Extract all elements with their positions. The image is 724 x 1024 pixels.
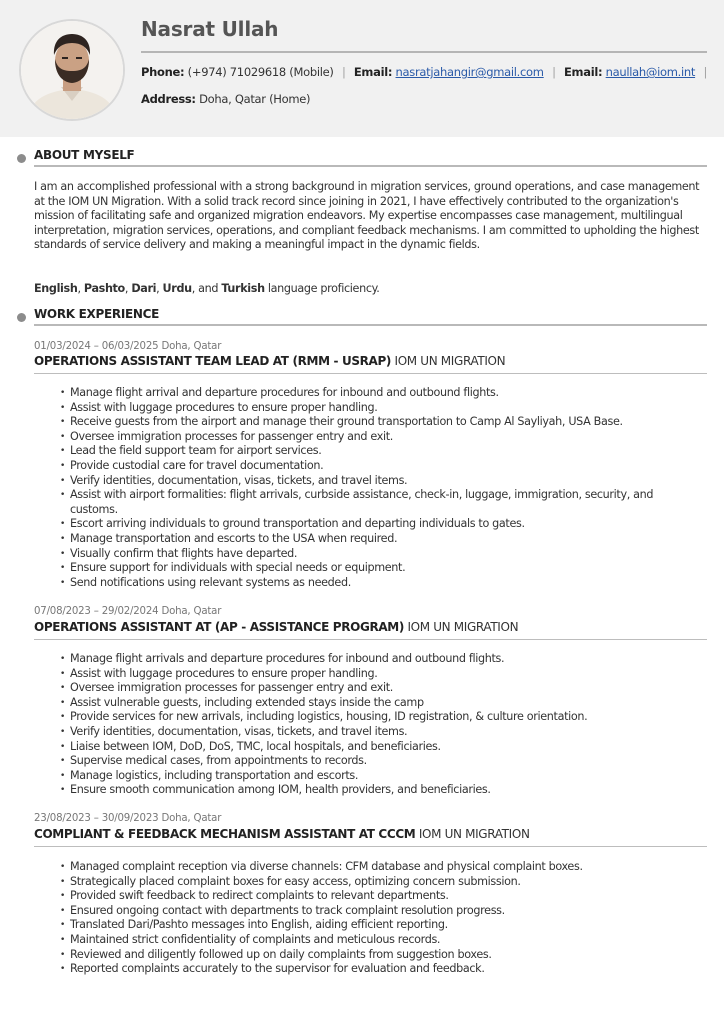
list-item: • Supervise medical cases, from appointments to records. <box>60 754 700 769</box>
list-item: • Manage flight arrivals and departure procedures for inbound and outbound flights. <box>60 652 700 667</box>
language-item: Urdu <box>162 282 192 295</box>
section-title-about: ABOUT MYSELF <box>34 148 135 162</box>
list-separator: , <box>156 282 163 295</box>
list-item: • Assist vulnerable guests, including extended stays inside the camp <box>60 696 700 711</box>
list-separator: , <box>77 282 84 295</box>
address-line <box>141 92 310 106</box>
section-title-work: WORK EXPERIENCE <box>34 307 160 321</box>
job-divider <box>34 639 707 640</box>
contact-line <box>141 65 712 79</box>
list-item: • Assist with luggage procedures to ensure proper handling. <box>60 667 700 682</box>
list-item: • Send notifications using relevant systems as needed. <box>60 576 700 591</box>
language-item: English <box>34 282 78 295</box>
list-separator: , and <box>191 282 222 295</box>
job-duties-list <box>60 652 700 798</box>
email-link-gmail[interactable]: nasratjahangir@gmail.com <box>395 65 544 79</box>
list-item: • Liaise between IOM, DoD, DoS, TMC, local hospitals, and beneficiaries. <box>60 740 700 755</box>
address-value: Doha, Qatar (Home) <box>199 92 311 106</box>
list-item: • Managed complaint reception via diverse channels: CFM database and physical complaint boxes. <box>60 860 700 875</box>
about-paragraph: I am an accomplished professional with a strong background in migration services, ground operations, and case management at the IOM UN Migration. With a solid track record since joining in 2021, I have effectively contributed to the organization's mission of facilitating safe and organized migration endeavors. My expertise encompasses case management, multilingual interpretation, migration services, operations, and compliant feedback mechanisms. I am committed to upholding the highest standards of service delivery and making a meaningful impact in the dynamic fields. <box>34 180 700 252</box>
job-divider <box>34 846 707 847</box>
list-item: • Translated Dari/Pashto messages into English, aiding efficient reporting. <box>60 918 700 933</box>
section-bullet-icon <box>17 154 26 163</box>
section-divider <box>34 165 707 167</box>
job-title <box>34 354 505 368</box>
language-proficiency <box>34 282 706 297</box>
job-position: OPERATIONS ASSISTANT TEAM LEAD AT (RMM - USRAP) <box>34 354 392 368</box>
email-label: Email: <box>353 65 393 79</box>
list-item: • Verify identities, documentation, visas, tickets, and travel items. <box>60 725 700 740</box>
job-title <box>34 827 530 841</box>
list-item: • Reported complaints accurately to the supervisor for evaluation and feedback. <box>60 962 700 977</box>
language-item: Pashto <box>83 282 125 295</box>
list-item: • Verify identities, documentation, visas, tickets, and travel items. <box>60 474 700 489</box>
list-separator: , <box>124 282 132 295</box>
job-divider <box>34 373 707 374</box>
list-item: • Lead the field support team for airport services. <box>60 444 700 459</box>
list-item: • Reviewed and diligently followed up on daily complaints from suggestion boxes. <box>60 948 700 963</box>
candidate-name: Nasrat Ullah <box>141 17 279 41</box>
separator: | <box>341 65 346 79</box>
list-item: • Manage flight arrival and departure procedures for inbound and outbound flights. <box>60 386 700 401</box>
language-item: Turkish <box>221 282 265 295</box>
list-item: • Oversee immigration processes for passenger entry and exit. <box>60 430 700 445</box>
list-item: • Receive guests from the airport and manage their ground transportation to Camp Al Sayliyah, USA Base. <box>60 415 700 430</box>
section-bullet-icon <box>17 313 26 322</box>
list-item: • Manage logistics, including transportation and escorts. <box>60 769 700 784</box>
phone-label: Phone: <box>141 65 185 79</box>
job-duties-list <box>60 860 700 977</box>
list-item: • Provided swift feedback to redirect complaints to relevant departments. <box>60 889 700 904</box>
job-organization: IOM UN MIGRATION <box>415 827 530 841</box>
job-organization: IOM UN MIGRATION <box>404 620 519 634</box>
language-item: Dari <box>131 282 157 295</box>
job-date: 01/03/2024 – 06/03/2025 Doha, Qatar <box>34 341 222 352</box>
job-date: 07/08/2023 – 29/02/2024 Doha, Qatar <box>34 606 222 617</box>
separator: | <box>552 65 556 79</box>
list-item: • Strategically placed complaint boxes for easy access, optimizing concern submission. <box>60 875 700 890</box>
list-item: • Ensure support for individuals with special needs or equipment. <box>60 561 700 576</box>
list-item: • Provide custodial care for travel documentation. <box>60 459 700 474</box>
language-suffix: language proficiency. <box>264 282 380 295</box>
list-item: • Ensured ongoing contact with departments to track complaint resolution progress. <box>60 904 700 919</box>
job-position: COMPLIANT & FEEDBACK MECHANISM ASSISTANT AT CCCM <box>34 827 416 841</box>
list-item: • Maintained strict confidentiality of complaints and meticulous records. <box>60 933 700 948</box>
list-item: • Ensure smooth communication among IOM, health providers, and beneficiaries. <box>60 783 700 798</box>
list-item: • Escort arriving individuals to ground transportation and departing individuals to gates. <box>60 517 700 532</box>
profile-photo-icon <box>21 21 123 119</box>
job-title <box>34 620 518 634</box>
job-duties-list <box>60 386 700 590</box>
email-link-iom[interactable]: naullah@iom.int <box>605 65 696 79</box>
section-divider <box>34 324 707 326</box>
job-date: 23/08/2023 – 30/09/2023 Doha, Qatar <box>34 813 222 824</box>
list-item: • Assist with airport formalities: flight arrivals, curbside assistance, check-in, luggage, immigration, security, and customs. <box>60 488 700 517</box>
address-label: Address: <box>141 92 196 106</box>
email-label: Email: <box>564 65 603 79</box>
list-item: • Visually confirm that flights have departed. <box>60 547 700 562</box>
list-item: • Manage transportation and escorts to the USA when required. <box>60 532 700 547</box>
phone-value: (+974) 71029618 (Mobile) <box>187 65 334 79</box>
name-divider <box>141 51 707 53</box>
list-item: • Oversee immigration processes for passenger entry and exit. <box>60 681 700 696</box>
separator: | <box>703 65 708 79</box>
job-position: OPERATIONS ASSISTANT AT (AP - ASSISTANCE PROGRAM) <box>34 620 405 634</box>
job-organization: IOM UN MIGRATION <box>391 354 506 368</box>
list-item: • Assist with luggage procedures to ensure proper handling. <box>60 401 700 416</box>
list-item: • Provide services for new arrivals, including logistics, housing, ID registration, & culture orientation. <box>60 710 700 725</box>
profile-photo <box>19 19 125 121</box>
cv-header <box>0 0 724 137</box>
